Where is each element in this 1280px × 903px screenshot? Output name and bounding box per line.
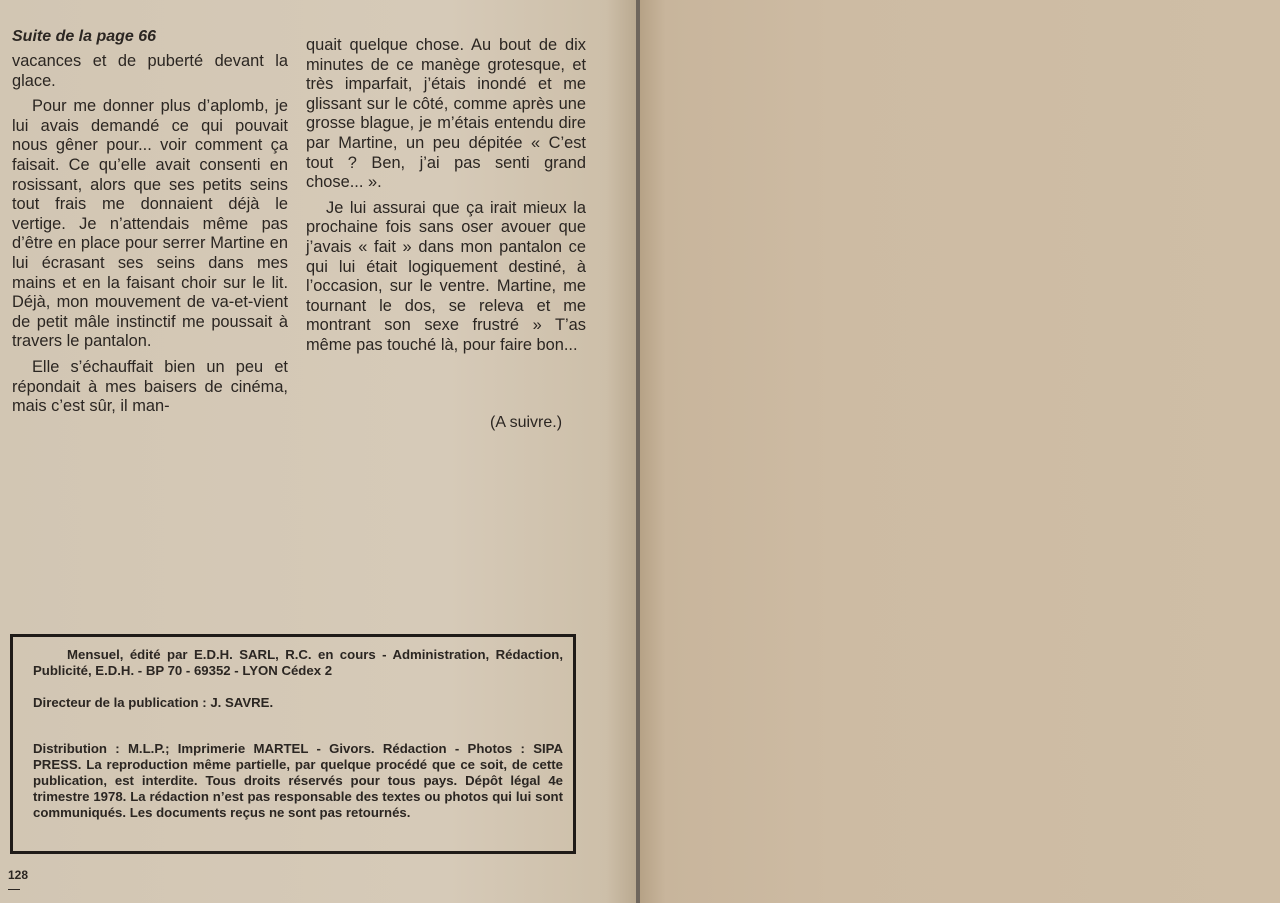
paragraph: Elle s’échauffait bien un peu et répondait à mes baisers de cinéma, mais c’est sûr, il man- [12,357,288,416]
left-page [0,0,638,903]
imprint-publisher: Mensuel, édité par E.D.H. SARL, R.C. en cours - Administration, Rédaction, Publicité, E.D.H. - BP 70 - 69352 - LYON Cédex 2 [33,647,563,678]
page-number-rule [8,889,20,890]
paragraph: Je lui assurai que ça irait mieux la prochaine fois sans oser avouer que j’avais « fait » dans mon pantalon ce qui lui était logiquement destiné, à l’occasion, sur le ventre. Martine, me tournant le dos, se releva et me montrant son sexe frustré » T’as même pas touché là, pour faire bon... [306,198,586,354]
paragraph: vacances et de puberté devant la glace. [12,52,288,90]
imprint-director: Directeur de la publication : J. SAVRE. [33,695,274,710]
right-page-blank [640,0,1280,903]
paragraph: quait quelque chose. Au bout de dix minutes de ce manège grotesque, et très imparfait, j’étais inondé et me glissant sur le côté, comme après une grosse blague, je m’étais entendu dire par Martine, un peu dépitée « C’est tout ? Ben, j’ai pas senti grand chose... ». [306,36,586,192]
page-number: 128 [8,868,29,882]
imprint-legal: Distribution : M.L.P.; Imprimerie MARTEL - Givors. Rédaction - Photos : SIPA PRESS. La reproduction même partielle, par quelque procédé que ce soit, de cette publication, est interdite. Tous droits réservés pour tous pays. Dépôt légal 4e trimestre 1978. La rédaction n’est pas responsable des textes ou photos qui lui sont communiqués. Les documents reçus ne sont pas retournés. [33,741,563,820]
paragraph: Pour me donner plus d’aplomb, je lui avais demandé ce qui pouvait nous gêner pour... voir comment ça faisait. Ce qu’elle avait consenti en rosissant, alors que ses petits seins tout frais me donnaient déjà le vertige. Je n’attendais même pas d’être en place pour serrer Martine en lui écrasant ses seins dans mes mains et en la faisant choir sur le lit. Déjà, mon mouvement de va-et-vient de petit mâle instinctif me poussait à travers le pantalon. [12,97,288,351]
imprint-box [10,634,576,854]
continuation-heading: Suite de la page 66 [12,28,157,45]
text-column-1 [12,52,288,417]
to-be-continued-label: (A suivre.) [490,414,563,431]
text-column-2 [306,36,586,356]
